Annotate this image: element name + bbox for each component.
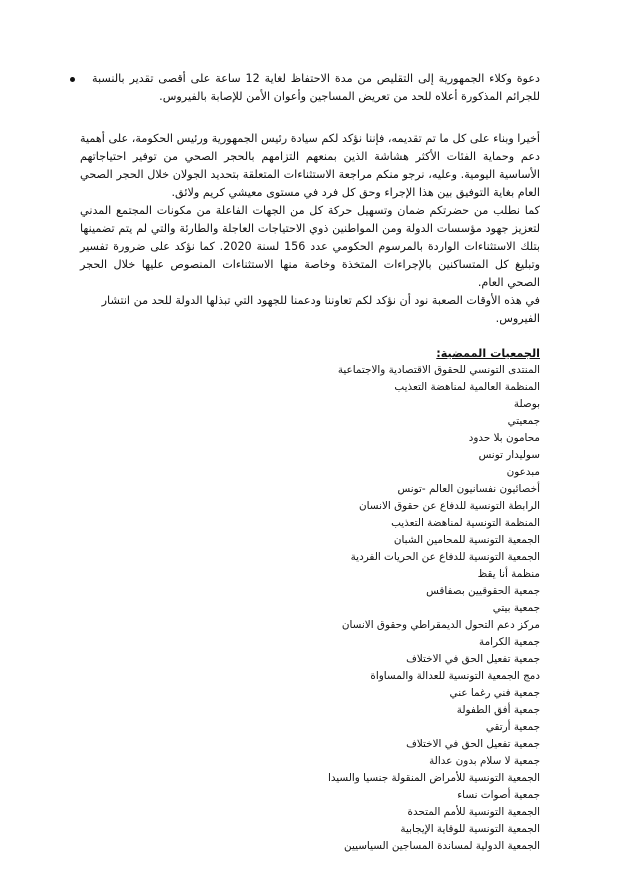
list-item: جمعية تفعيل الحق في الاختلاف: [406, 738, 540, 750]
signatories-title: الجمعيات الممضية:: [436, 347, 540, 360]
list-item: سوليدار تونس: [478, 449, 540, 461]
list-item: دمج الجمعية التونسية للعدالة والمساواة: [370, 670, 540, 682]
closing-paragraph-3: في هذه الأوقات الصعبة نود أن نؤكد لكم تعاوننا ودعمنا للجهود التي تبذلها الدولة للحد من انتشار الفيروس.: [101, 294, 540, 325]
list-item: جمعية تفعيل الحق في الاختلاف: [406, 653, 540, 665]
bullet-dot-icon: [70, 77, 75, 82]
bullet-item: [80, 70, 540, 106]
list-item: الجمعية التونسية للمحامين الشبان: [393, 534, 540, 546]
list-item: المنتدى التونسي للحقوق الاقتصادية والاجتماعية: [337, 364, 540, 376]
list-item: جمعية الكرامة: [479, 636, 540, 648]
list-item: الجمعية التونسية للدفاع عن الحريات الفردية: [350, 551, 540, 563]
list-item: بوصلة: [513, 398, 540, 410]
list-item: جمعية الحقوقيين بصفاقس: [426, 585, 540, 597]
list-item: الجمعية التونسية للوقاية الإيجابية: [400, 823, 540, 835]
list-item: جمعية بيتي: [492, 602, 540, 614]
list-item: مركز دعم التحول الديمقراطي وحقوق الانسان: [341, 619, 540, 631]
list-item: المنظمة التونسية لمناهضة التعذيب: [391, 517, 540, 529]
list-item: الجمعية التونسية للأمم المتحدة: [407, 806, 540, 818]
bullet-text: دعوة وكلاء الجمهورية إلى التقليص من مدة الاحتفاظ لغاية 12 ساعة على أقصى تقدير بالنسبة للجرائم المذكورة أعلاه للحد من تعريض المساجين وأعوان الأمن للإصابة بالفيروس.: [92, 72, 540, 103]
signatories-list: [80, 362, 540, 855]
list-item: جمعية أصوات نساء: [457, 789, 540, 801]
list-item: الرابطة التونسية للدفاع عن حقوق الانسان: [359, 500, 540, 512]
list-item: مبدعون: [506, 466, 540, 478]
list-item: المنظمة العالمية لمناهضة التعذيب: [394, 381, 540, 393]
closing-paragraph-1: أخيرا وبناء على كل ما تم تقديمه، فإننا نؤكد لكم سيادة رئيس الجمهورية ورئيس الحكومة، على أهمية دعم وحماية الفئات الأكثر هشاشة الذين بمنعهم التزامهم بالحجر الصحي من توفير احتياجاتهم الأساسية اليومية. وعليه، نرجو منكم مراجعة الاستثناءات المتعلقة بتحديد الجولان خلال الحجر الصحي العام بغاية التوفيق بين هذا الإجراء وحق كل فرد في مستوى معيشي كريم ولائق.: [80, 132, 540, 199]
list-item: جمعية لا سلام بدون عدالة: [429, 755, 540, 767]
list-item: أخصائيون نفسانيون العالم -تونس: [397, 483, 540, 495]
closing-paragraph-2: كما نطلب من حضرتكم ضمان وتسهيل حركة كل من الجهات الفاعلة من مكونات المجتمع المدني لتعزيز جهود مؤسسات الدولة ومن المواطنين ذوي الاحتياجات العاجلة والطارئة والتي لم يتم تضمينها بتلك الاستثناءات الواردة بالمرسوم الحكومي عدد 156 لسنة 2020. كما نؤكد على ضرورة تفسير وتبليغ كل المتساكنين بالإجراءات المتخذة وخاصة منها الاستثناءات المنصوص عليها خلال الحجر الصحي العام.: [80, 204, 540, 289]
list-item: جمعية فني رغما عني: [449, 687, 540, 699]
document-body: [80, 70, 540, 855]
list-item: الجمعية الدولية لمساندة المساجين السياسيين: [344, 840, 540, 852]
list-item: جمعية أرتقي: [485, 721, 540, 733]
list-item: جمعية أفق الطفولة: [456, 704, 540, 716]
list-item: الجمعية التونسية للأمراض المنقولة جنسيا والسيدا: [327, 772, 540, 784]
list-item: جمعيتي: [507, 415, 540, 427]
list-item: منظمة أنا يقظ: [477, 568, 540, 580]
list-item: محامون بلا حدود: [468, 432, 540, 444]
